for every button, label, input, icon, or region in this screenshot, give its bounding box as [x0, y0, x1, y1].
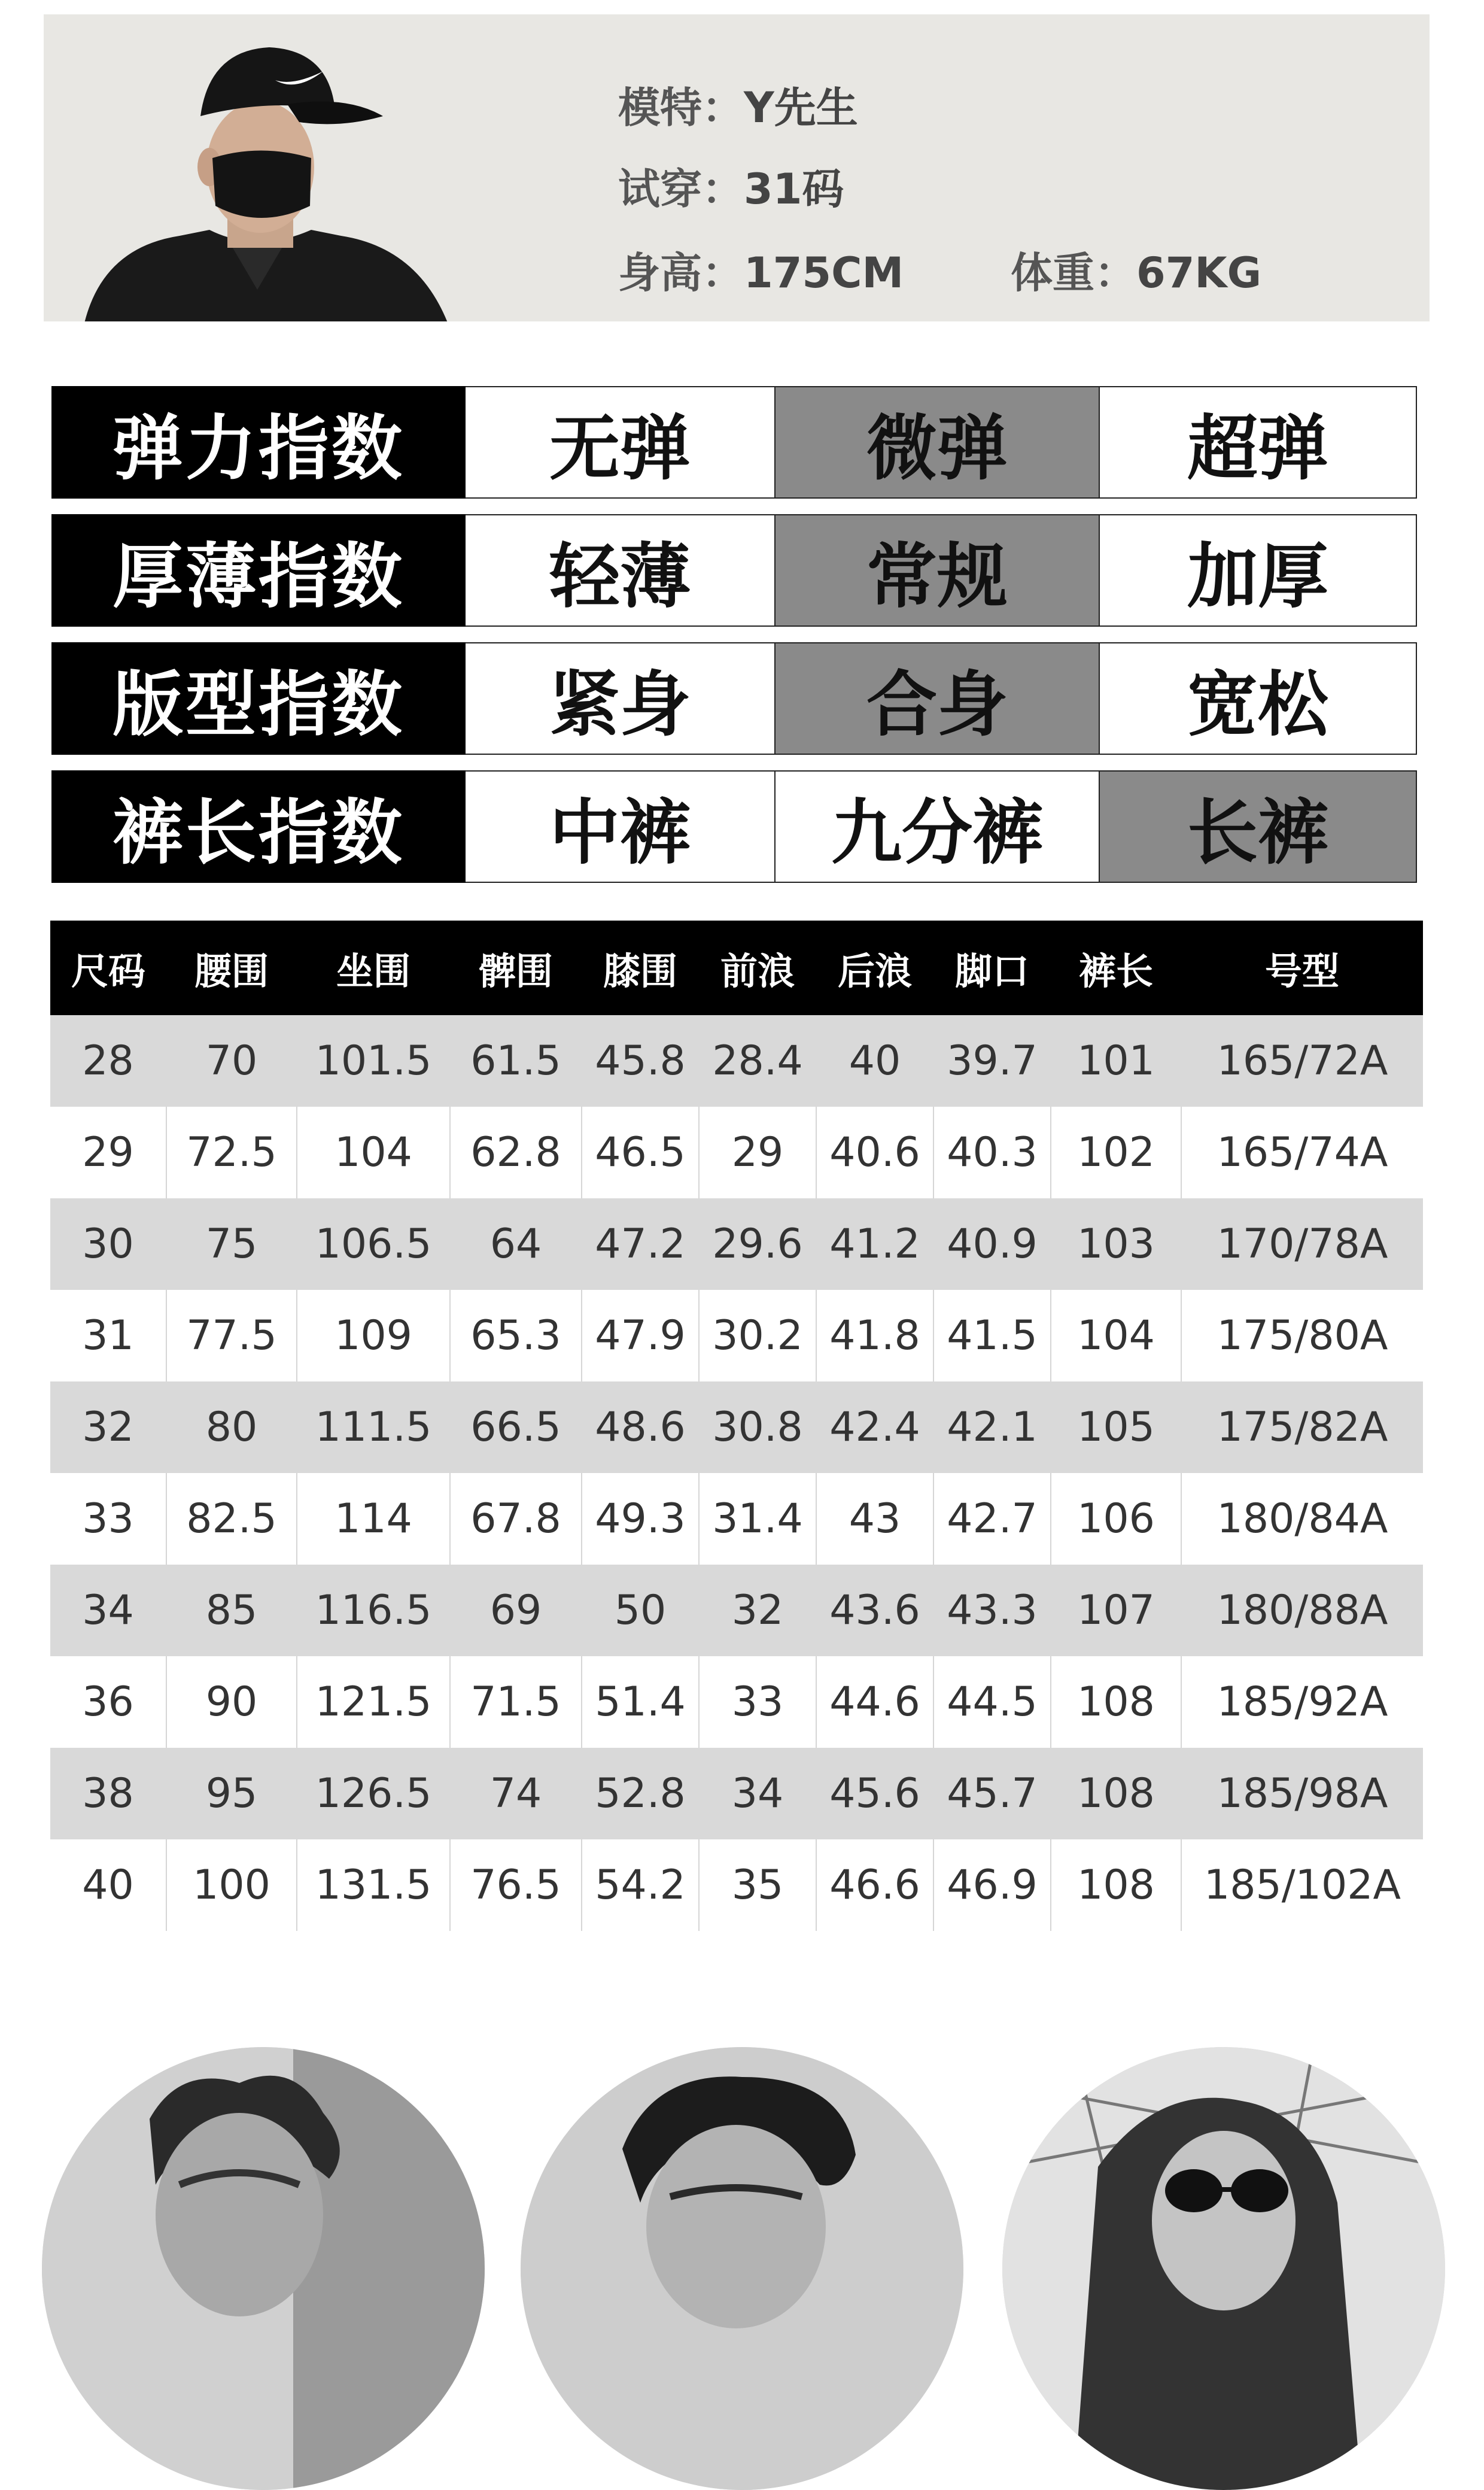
table-row	[50, 1748, 1423, 1839]
index-option: 超弹	[1100, 386, 1417, 499]
table-cell: 104	[297, 1107, 450, 1198]
size-table-header	[50, 921, 1423, 1015]
model-name-value: Y先生	[744, 83, 858, 132]
table-row	[50, 1656, 1423, 1748]
table-cell: 85	[166, 1565, 297, 1656]
index-option: 九分裤	[776, 770, 1100, 883]
table-cell: 61.5	[450, 1015, 582, 1107]
table-cell: 175/80A	[1181, 1290, 1423, 1381]
table-cell: 30.2	[699, 1290, 816, 1381]
size-chart-table	[50, 921, 1423, 1931]
table-cell: 100	[166, 1839, 297, 1931]
index-option-active: 长裤	[1100, 770, 1417, 883]
table-cell: 40.9	[933, 1198, 1051, 1290]
table-cell: 185/102A	[1181, 1839, 1423, 1931]
table-cell: 33	[699, 1656, 816, 1748]
index-option: 无弹	[466, 386, 776, 499]
header-cell: 膝围	[582, 921, 699, 1015]
table-cell: 67.8	[450, 1473, 582, 1565]
table-cell: 43	[816, 1473, 933, 1565]
table-cell: 106.5	[297, 1198, 450, 1290]
table-row	[50, 1107, 1423, 1198]
table-cell: 180/88A	[1181, 1565, 1423, 1656]
model-weight-label: 体重：	[1011, 248, 1136, 297]
table-cell: 44.6	[816, 1656, 933, 1748]
table-cell: 72.5	[166, 1107, 297, 1198]
table-cell: 42.4	[816, 1381, 933, 1473]
model-weight-line	[1011, 239, 1261, 300]
table-cell: 48.6	[582, 1381, 699, 1473]
table-row	[50, 1473, 1423, 1565]
table-cell: 95	[166, 1748, 297, 1839]
table-cell: 76.5	[450, 1839, 582, 1931]
table-cell: 77.5	[166, 1290, 297, 1381]
index-option: 轻薄	[466, 514, 776, 627]
table-cell: 47.2	[582, 1198, 699, 1290]
table-cell: 29	[699, 1107, 816, 1198]
table-cell: 46.6	[816, 1839, 933, 1931]
table-row	[50, 1198, 1423, 1290]
table-cell: 45.8	[582, 1015, 699, 1107]
table-cell: 75	[166, 1198, 297, 1290]
header-cell: 号型	[1181, 921, 1423, 1015]
header-cell: 前浪	[699, 921, 816, 1015]
table-cell: 41.8	[816, 1290, 933, 1381]
table-cell: 41.2	[816, 1198, 933, 1290]
model-try-line	[618, 156, 844, 216]
table-cell: 42.7	[933, 1473, 1051, 1565]
header-cell: 后浪	[816, 921, 933, 1015]
table-cell: 101.5	[297, 1015, 450, 1107]
model-height-value: 175CM	[744, 248, 904, 297]
model-try-label: 试穿：	[618, 165, 744, 214]
table-cell: 121.5	[297, 1656, 450, 1748]
table-cell: 46.5	[582, 1107, 699, 1198]
table-row	[50, 1565, 1423, 1656]
index-option-active: 合身	[776, 642, 1100, 755]
model-weight-value: 67KG	[1136, 248, 1262, 297]
table-cell: 114	[297, 1473, 450, 1565]
model-details	[570, 14, 1408, 321]
table-cell: 32	[50, 1381, 166, 1473]
index-label: 厚薄指数	[51, 514, 466, 627]
table-cell: 180/84A	[1181, 1473, 1423, 1565]
index-row-elasticity	[51, 386, 1417, 499]
table-cell: 34	[50, 1565, 166, 1656]
table-cell: 62.8	[450, 1107, 582, 1198]
table-cell: 116.5	[297, 1565, 450, 1656]
table-cell: 65.3	[450, 1290, 582, 1381]
table-cell: 34	[699, 1748, 816, 1839]
header-cell: 髀围	[450, 921, 582, 1015]
index-label: 裤长指数	[51, 770, 466, 883]
model-try-value: 31码	[744, 165, 844, 214]
table-cell: 64	[450, 1198, 582, 1290]
table-cell: 30.8	[699, 1381, 816, 1473]
index-row-length	[51, 770, 1417, 883]
table-cell: 126.5	[297, 1748, 450, 1839]
table-row	[50, 1839, 1423, 1931]
model-info-banner	[44, 14, 1430, 321]
model-photo	[60, 38, 479, 321]
table-cell: 108	[1051, 1839, 1181, 1931]
table-cell: 109	[297, 1290, 450, 1381]
table-cell: 45.7	[933, 1748, 1051, 1839]
table-cell: 69	[450, 1565, 582, 1656]
table-cell: 28.4	[699, 1015, 816, 1107]
table-cell: 175/82A	[1181, 1381, 1423, 1473]
model-height-line	[618, 239, 904, 300]
table-cell: 185/92A	[1181, 1656, 1423, 1748]
table-cell: 170/78A	[1181, 1198, 1423, 1290]
portrait-photo-3	[1002, 2047, 1445, 2490]
table-cell: 50	[582, 1565, 699, 1656]
portrait-photo-2	[521, 2047, 963, 2490]
table-cell: 40.3	[933, 1107, 1051, 1198]
table-cell: 35	[699, 1839, 816, 1931]
table-cell: 32	[699, 1565, 816, 1656]
index-row-thickness	[51, 514, 1417, 627]
table-cell: 52.8	[582, 1748, 699, 1839]
table-cell: 41.5	[933, 1290, 1051, 1381]
header-cell: 坐围	[297, 921, 450, 1015]
table-cell: 42.1	[933, 1381, 1051, 1473]
table-row	[50, 1015, 1423, 1107]
index-option: 紧身	[466, 642, 776, 755]
table-cell: 33	[50, 1473, 166, 1565]
table-cell: 107	[1051, 1565, 1181, 1656]
table-cell: 90	[166, 1656, 297, 1748]
table-cell: 103	[1051, 1198, 1181, 1290]
table-cell: 165/72A	[1181, 1015, 1423, 1107]
index-row-fit	[51, 642, 1417, 755]
model-name-label: 模特：	[618, 83, 744, 132]
header-cell: 腰围	[166, 921, 297, 1015]
model-height-label: 身高：	[618, 248, 744, 297]
table-cell: 29	[50, 1107, 166, 1198]
table-cell: 70	[166, 1015, 297, 1107]
table-cell: 74	[450, 1748, 582, 1839]
table-cell: 38	[50, 1748, 166, 1839]
table-cell: 54.2	[582, 1839, 699, 1931]
table-cell: 39.7	[933, 1015, 1051, 1107]
table-cell: 31.4	[699, 1473, 816, 1565]
table-row	[50, 1290, 1423, 1381]
table-cell: 108	[1051, 1748, 1181, 1839]
table-cell: 66.5	[450, 1381, 582, 1473]
table-cell: 101	[1051, 1015, 1181, 1107]
table-cell: 46.9	[933, 1839, 1051, 1931]
index-option: 宽松	[1100, 642, 1417, 755]
table-cell: 185/98A	[1181, 1748, 1423, 1839]
table-cell: 43.3	[933, 1565, 1051, 1656]
index-label: 版型指数	[51, 642, 466, 755]
index-option: 加厚	[1100, 514, 1417, 627]
table-cell: 82.5	[166, 1473, 297, 1565]
table-cell: 131.5	[297, 1839, 450, 1931]
table-cell: 49.3	[582, 1473, 699, 1565]
index-option-active: 常规	[776, 514, 1100, 627]
header-cell: 尺码	[50, 921, 166, 1015]
index-label: 弹力指数	[51, 386, 466, 499]
table-cell: 80	[166, 1381, 297, 1473]
table-cell: 43.6	[816, 1565, 933, 1656]
table-cell: 108	[1051, 1656, 1181, 1748]
header-cell: 裤长	[1051, 921, 1181, 1015]
table-row	[50, 1381, 1423, 1473]
table-cell: 36	[50, 1656, 166, 1748]
index-table	[51, 386, 1417, 883]
portrait-photo-1	[42, 2047, 485, 2490]
table-cell: 40	[816, 1015, 933, 1107]
table-cell: 40	[50, 1839, 166, 1931]
table-cell: 44.5	[933, 1656, 1051, 1748]
table-cell: 102	[1051, 1107, 1181, 1198]
table-cell: 111.5	[297, 1381, 450, 1473]
table-cell: 30	[50, 1198, 166, 1290]
table-cell: 71.5	[450, 1656, 582, 1748]
table-cell: 105	[1051, 1381, 1181, 1473]
table-cell: 106	[1051, 1473, 1181, 1565]
table-cell: 45.6	[816, 1748, 933, 1839]
header-cell: 脚口	[933, 921, 1051, 1015]
table-cell: 165/74A	[1181, 1107, 1423, 1198]
index-option: 中裤	[466, 770, 776, 883]
table-cell: 47.9	[582, 1290, 699, 1381]
table-cell: 28	[50, 1015, 166, 1107]
table-cell: 51.4	[582, 1656, 699, 1748]
table-cell: 31	[50, 1290, 166, 1381]
model-name-line	[618, 74, 858, 135]
table-cell: 40.6	[816, 1107, 933, 1198]
index-option-active: 微弹	[776, 386, 1100, 499]
table-cell: 29.6	[699, 1198, 816, 1290]
table-cell: 104	[1051, 1290, 1181, 1381]
